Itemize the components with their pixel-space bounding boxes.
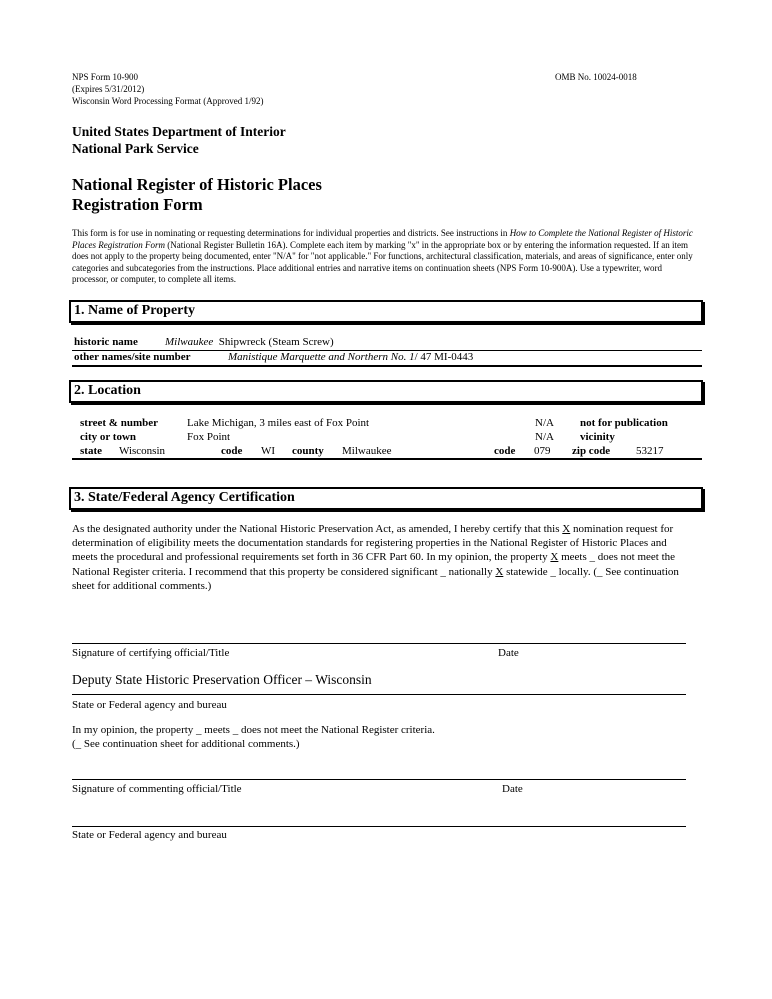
omb-number: OMB No. 10024-0018 xyxy=(555,72,637,82)
city-na: N/A xyxy=(535,431,554,443)
commenting-signature-label: Signature of commenting official/Title xyxy=(72,783,242,795)
county-label: county xyxy=(292,445,324,457)
signature-line xyxy=(72,779,686,780)
agency-line-1: United States Department of Interior xyxy=(72,124,286,139)
divider xyxy=(72,365,702,367)
signature-line xyxy=(72,643,686,644)
instructions-paragraph: This form is for use in nominating or requesting determinations for individual properties and districts. See instructions in How to Complete the National Register of Historic Places Registration Form (National Register Bulletin 16A). Complete each item by marking "x" in the appropriate box or by entering the information requested. If an item does not apply to the property being documented, enter "N/A" for "not applicable." For functions, architectural classification, materials, and areas of significance, enter only categories and subcategories from the instructions. Place additional entries and narrative items on continuation sheets (NPS Form 10-900A). Use a typewriter, word processor, or computer, to complete all items. xyxy=(72,228,693,285)
state-label: state xyxy=(80,445,102,457)
street-value: Lake Michigan, 3 miles east of Fox Point xyxy=(187,417,370,429)
street-label: street & number xyxy=(80,417,158,429)
certifying-agency-label: State or Federal agency and bureau xyxy=(72,699,227,711)
state-code-value: WI xyxy=(261,445,276,457)
certifying-official-title: Deputy State Historic Preservation Officer – Wisconsin xyxy=(72,672,372,687)
format-note: Wisconsin Word Processing Format (Approved 1/92) xyxy=(72,96,264,106)
zip-label: zip code xyxy=(572,445,611,457)
expires-date: (Expires 5/31/2012) xyxy=(72,84,145,94)
section-1-heading: 1. Name of Property xyxy=(74,303,196,318)
certifying-signature-label: Signature of certifying official/Title xyxy=(72,647,230,659)
section-2-header xyxy=(69,380,703,403)
form-title-line-1: National Register of Historic Places xyxy=(72,175,322,194)
vicinity-label: vicinity xyxy=(580,431,615,443)
city-value: Fox Point xyxy=(187,431,231,443)
state-code-label: code xyxy=(221,445,243,457)
agency-line xyxy=(72,826,686,827)
opinion-line-1: In my opinion, the property _ meets _ does not meet the National Register criteria. xyxy=(72,724,435,736)
zip-value: 53217 xyxy=(636,445,664,457)
street-na: N/A xyxy=(535,417,554,429)
section-2-heading: 2. Location xyxy=(74,383,141,398)
city-label: city or town xyxy=(80,431,137,443)
other-names-value: Manistique Marquette and Northern No. 1/ 47 MI-0443 xyxy=(228,351,474,363)
agency-line xyxy=(72,694,686,695)
divider xyxy=(72,458,702,460)
commenting-agency-label: State or Federal agency and bureau xyxy=(72,829,227,841)
section-1-header xyxy=(69,300,703,323)
county-value: Milwaukee xyxy=(342,445,392,457)
opinion-line-2: (_ See continuation sheet for additional comments.) xyxy=(72,738,300,750)
agency-line-2: National Park Service xyxy=(72,141,199,156)
form-number: NPS Form 10-900 xyxy=(72,72,139,82)
historic-name-label: historic name xyxy=(74,336,138,348)
section-3-header xyxy=(69,487,703,510)
certifying-date-label: Date xyxy=(498,647,519,659)
state-value: Wisconsin xyxy=(119,445,165,457)
county-code-label: code xyxy=(494,445,516,457)
certification-paragraph: As the designated authority under the National Historic Preservation Act, as amended, I hereby certify that this X nomination request for determination of eligibility meets the documentation standards for registering properties in the National Register of Historic Places and meets the procedural and professional requirements set forth in 36 CFR Part 60. In my opinion, the property X meets _ does not meet the National Register criteria. I recommend that this property be considered significant _ nationally X statewide _ locally. (_ See continuation sheet for additional comments.) xyxy=(72,523,679,592)
historic-name-value: Milwaukee Shipwreck (Steam Screw) xyxy=(165,336,334,348)
section-3-heading: 3. State/Federal Agency Certification xyxy=(74,490,295,505)
other-names-label: other names/site number xyxy=(74,351,191,363)
form-title-line-2: Registration Form xyxy=(72,195,203,214)
not-for-publication-label: not for publication xyxy=(580,417,668,429)
county-code-value: 079 xyxy=(534,445,551,457)
commenting-date-label: Date xyxy=(502,783,523,795)
